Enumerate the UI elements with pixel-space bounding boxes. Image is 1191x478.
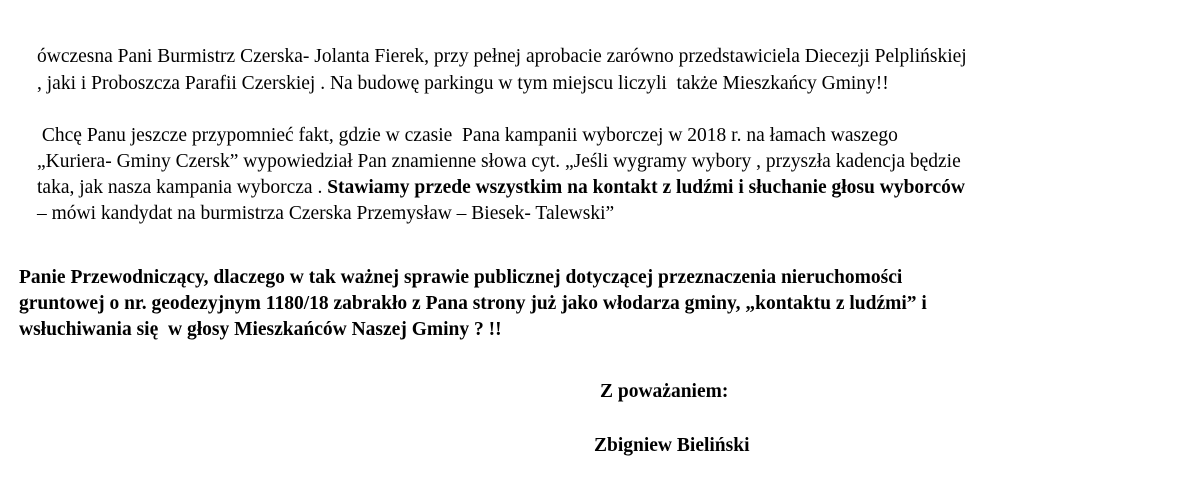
paragraph-2-line-3 <box>37 176 965 200</box>
paragraph-2-line-4: – mówi kandydat na burmistrza Czerska Przemysław – Biesek- Talewski” <box>37 203 615 224</box>
paragraph-2-line-3-regular: taka, jak nasza kampania wyborcza . <box>37 177 328 198</box>
paragraph-2-line-1: Chcę Panu jeszcze przypomnieć fakt, gdzie w czasie Pana kampanii wyborczej w 2018 r. na łamach waszego <box>37 125 898 146</box>
signature-name: Zbigniew Bieliński <box>594 435 750 456</box>
closing-greeting: Z poważaniem: <box>600 381 729 402</box>
paragraph-2-line-3-bold: Stawiamy przede wszystkim na kontakt z ludźmi i słuchanie głosu wyborców <box>327 177 965 198</box>
paragraph-1-line-1: ówczesna Pani Burmistrz Czerska- Jolanta Fierek, przy pełnej aprobacie zarówno przedstawiciela Diecezji Pelplińskiej <box>37 46 967 67</box>
paragraph-2-line-2: „Kuriera- Gminy Czersk” wypowiedział Pan znamienne słowa cyt. „Jeśli wygramy wybory , przyszła kadencja będzie <box>37 151 961 172</box>
paragraph-1-line-2: , jaki i Proboszcza Parafii Czerskiej . Na budowę parkingu w tym miejscu liczyli także Mieszkańcy Gminy!! <box>37 73 889 94</box>
paragraph-3-line-3: wsłuchiwania się w głosy Mieszkańców Naszej Gminy ? !! <box>19 319 502 340</box>
paragraph-3-line-1: Panie Przewodniczący, dlaczego w tak ważnej sprawie publicznej dotyczącej przeznaczenia nieruchomości <box>19 267 903 288</box>
paragraph-3-line-2: gruntowej o nr. geodezyjnym 1180/18 zabrakło z Pana strony już jako włodarza gminy, „kontaktu z ludźmi” i <box>19 293 927 314</box>
